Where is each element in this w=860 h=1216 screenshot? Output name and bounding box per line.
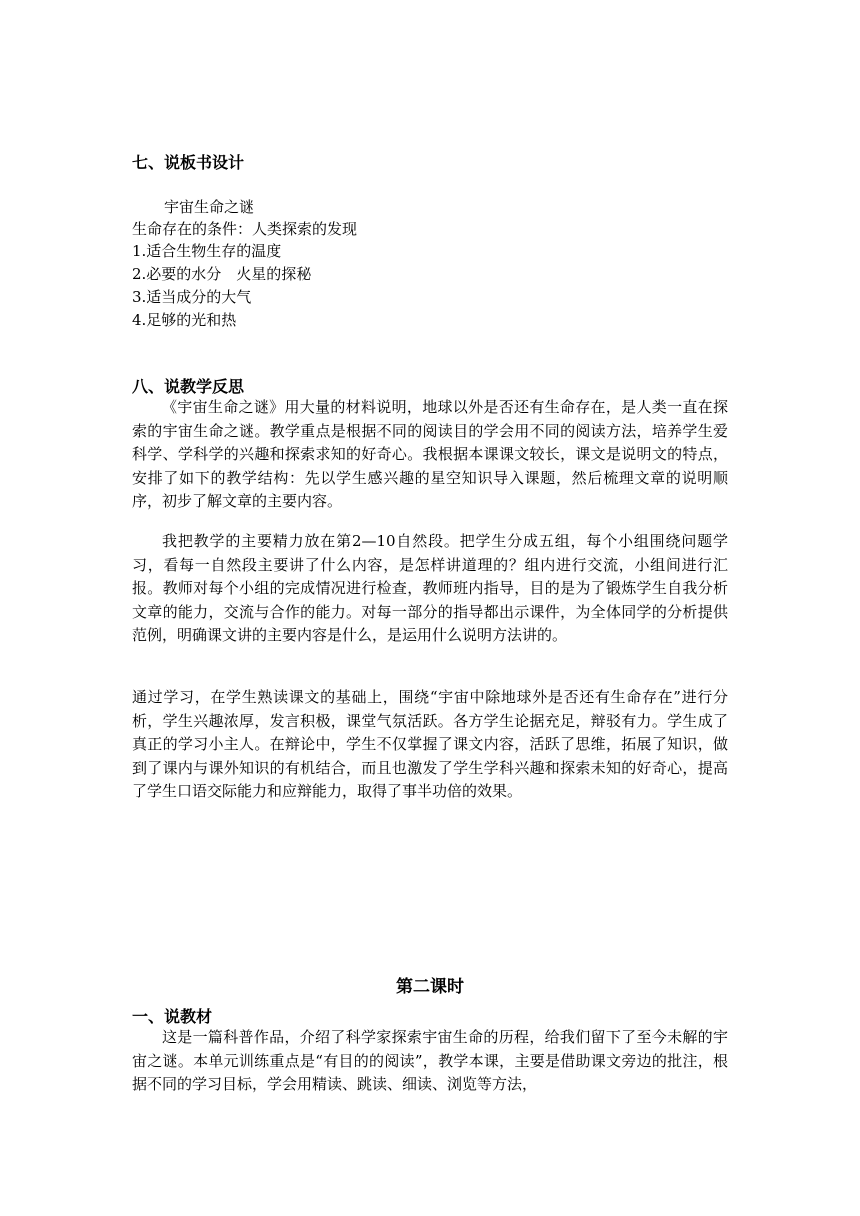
section-heading-teaching-reflection: 八、说教学反思 — [132, 377, 245, 396]
section-heading-textbook: 一、说教材 — [132, 1007, 213, 1026]
board-line: 4.足够的光和热 — [132, 311, 237, 329]
section-heading-board-design: 七、说板书设计 — [132, 153, 245, 172]
board-line: 3.适当成分的大气 — [132, 288, 252, 306]
board-title: 宇宙生命之谜 — [164, 198, 255, 216]
board-line: 2.必要的水分 火星的探秘 — [132, 265, 312, 283]
lesson-title: 第二课时 — [396, 977, 464, 997]
board-line: 1.适合生物生存的温度 — [132, 242, 282, 260]
board-line: 生命存在的条件：人类探索的发现 — [132, 220, 358, 238]
reflection-paragraph: 通过学习，在学生熟读课文的基础上，围绕“宇宙中除地球外是否还有生命存在”进行分析，学生兴趣浓厚，发言积极，课堂气氛活跃。各方学生论据充足，辩驳有力。学生成了真正的学习小主人。在辩论中，学生不仅掌握了课文内容，活跃了思维，拓展了知识，做到了课内与课外知识的有机结合，而且也激发了学生学科兴趣和探索未知的好奇心，提高了学生口语交际能力和应辩能力，取得了事半功倍的效果。 — [132, 688, 728, 800]
reflection-paragraph: 我把教学的主要精力放在第2—10自然段。把学生分成五组，每个小组围绕问题学习，看每一自然段主要讲了什么内容，是怎样讲道理的？组内进行交流，小组间进行汇报。教师对每个小组的完成情况进行检查，教师班内指导，目的是为了锻炼学生自我分析文章的能力，交流与合作的能力。对每一部分的指导都出示课件，为全体同学的分析提供范例，明确课文讲的主要内容是什么，是运用什么说明方法讲的。 — [132, 532, 728, 644]
textbook-paragraph: 这是一篇科普作品，介绍了科学家探索宇宙生命的历程，给我们留下了至今未解的宇宙之谜。本单元训练重点是“有目的的阅读”，教学本课，主要是借助课文旁边的批注，根据不同的学习目标，学会用精读、跳读、细读、浏览等方法， — [132, 1028, 728, 1093]
reflection-paragraph: 《宇宙生命之谜》用大量的材料说明，地球以外是否还有生命存在，是人类一直在探索的宇宙生命之谜。教学重点是根据不同的阅读目的学会用不同的阅读方法，培养学生爱科学、学科学的兴趣和探索求知的好奇心。我根据本课课文较长，课文是说明文的特点，安排了如下的教学结构：先以学生感兴趣的星空知识导入课题，然后梳理文章的说明顺序，初步了解文章的主要内容。 — [132, 398, 728, 510]
